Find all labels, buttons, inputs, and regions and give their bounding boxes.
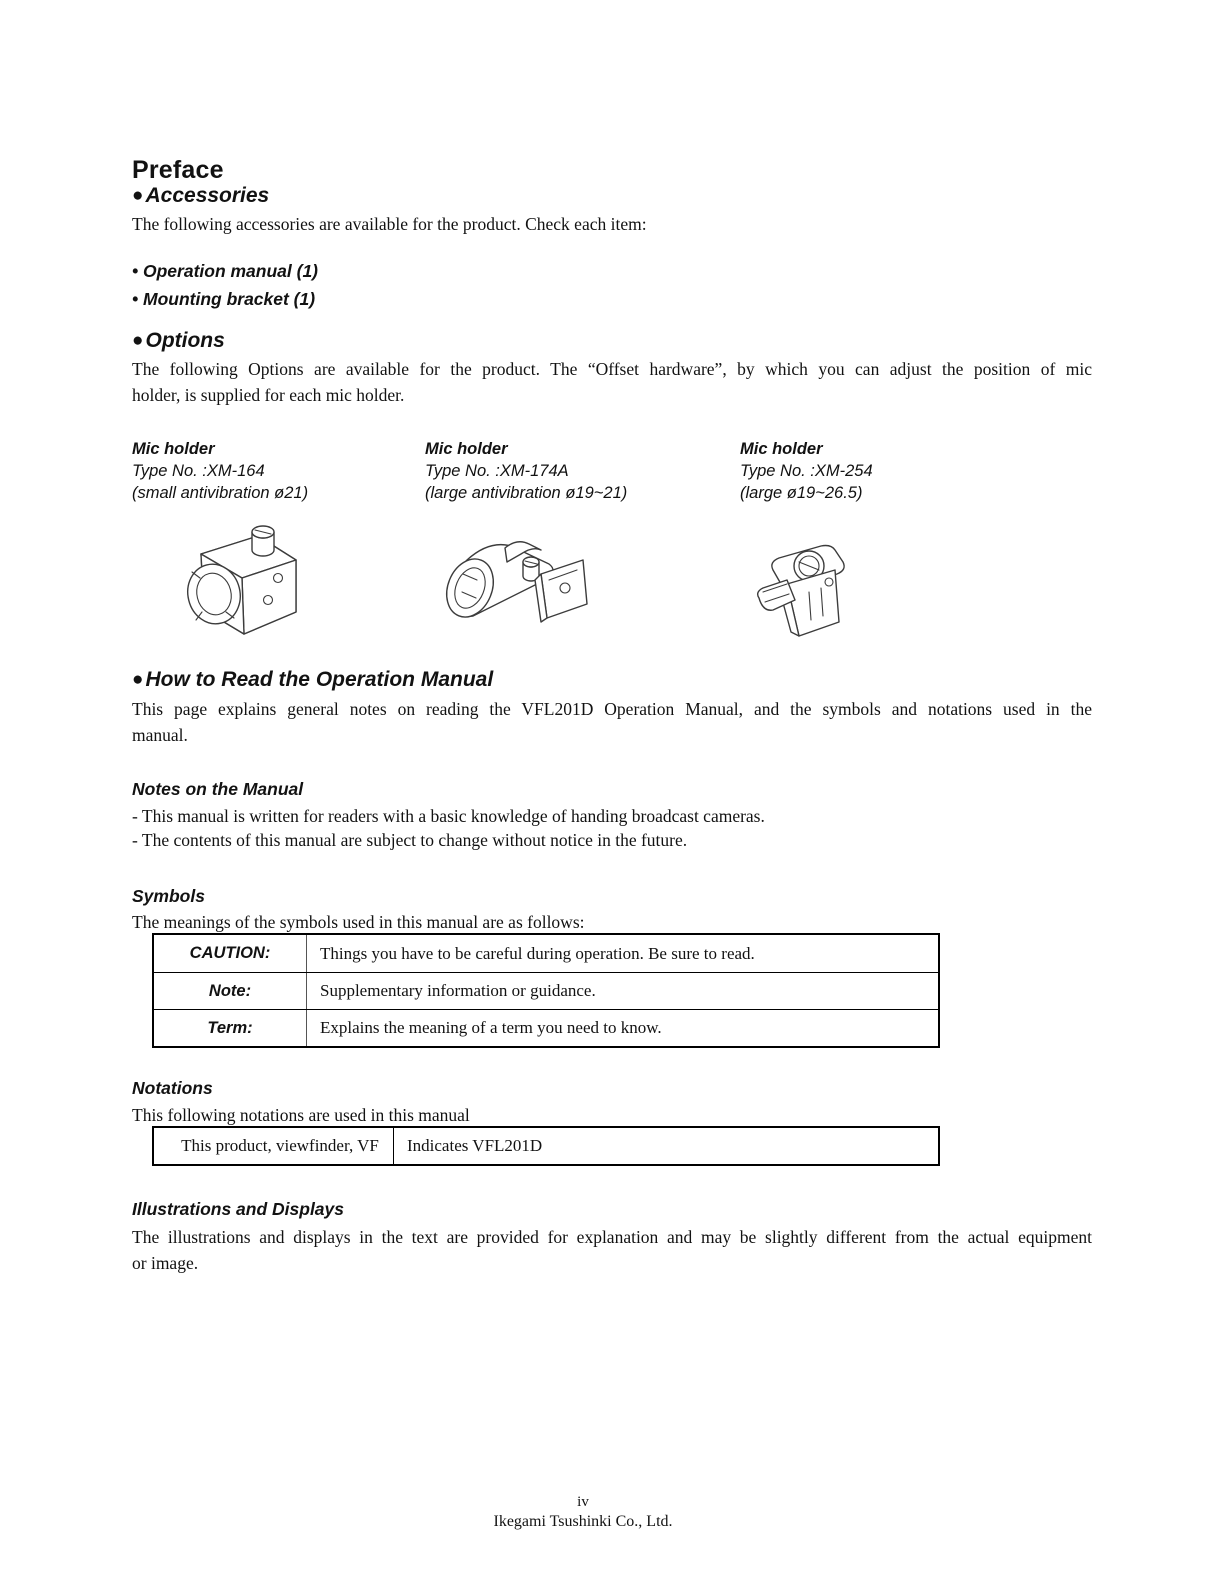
- notations-heading: Notations: [132, 1078, 213, 1098]
- notes-line: - This manual is written for readers with a basic knowledge of handing broadcast cameras.: [132, 806, 765, 826]
- illustrations-text: [132, 1224, 1092, 1276]
- mic-holder-desc: (large ø19~26.5): [740, 484, 863, 502]
- mic-holder-title: Mic holder: [132, 440, 215, 458]
- mic-holder-title: Mic holder: [740, 440, 823, 458]
- symbols-intro: The meanings of the symbols used in this manual are as follows:: [132, 912, 585, 932]
- accessories-heading-label: Accessories: [145, 184, 270, 207]
- mic-holder-type-no: Type No. :XM-164: [132, 462, 265, 480]
- mic-holder-section: [132, 438, 1092, 648]
- section-bullet-icon: ●: [132, 184, 144, 206]
- symbol-label-cell: Note:: [154, 973, 307, 1009]
- accessories-list-item: • Operation manual (1): [132, 261, 319, 281]
- options-intro-line: The following Options are available for the product. The “Offset hardware”, by which you can adjust the position of mic: [132, 359, 1092, 379]
- mic-holder-type-no: Type No. :XM-254: [740, 462, 873, 480]
- page-footer: [0, 1494, 1166, 1531]
- notes-list: [132, 804, 1092, 852]
- notations-intro: This following notations are used in this manual: [132, 1105, 470, 1125]
- mic-holder-desc: (small antivibration ø21): [132, 484, 309, 502]
- options-intro: [132, 356, 1092, 408]
- symbol-text-cell: Supplementary information or guidance.: [320, 981, 596, 1000]
- illustrations-text-line: or image.: [132, 1253, 199, 1273]
- section-bullet-icon: ●: [132, 668, 144, 690]
- how-to-read-heading: [132, 668, 493, 692]
- accessories-list-item: • Mounting bracket (1): [132, 289, 316, 309]
- notes-heading: Notes on the Manual: [132, 779, 304, 799]
- mic-holder-xm254-illustration: [747, 536, 867, 648]
- section-bullet-icon: ●: [132, 329, 144, 351]
- notation-text-cell: Indicates VFL201D: [407, 1136, 543, 1155]
- symbols-table-row: [154, 972, 938, 1009]
- company-name: Ikegami Tsushinki Co., Ltd.: [493, 1513, 673, 1530]
- symbols-table: [152, 933, 940, 1048]
- mic-holder-type-no: Type No. :XM-174A: [425, 462, 569, 480]
- symbol-text-cell: Explains the meaning of a term you need to know.: [320, 1018, 662, 1037]
- mic-holder-desc: (large antivibration ø19~21): [425, 484, 628, 502]
- how-to-read-heading-label: How to Read the Operation Manual: [145, 668, 494, 691]
- options-heading: [132, 329, 225, 353]
- notations-table-row: [154, 1128, 938, 1164]
- symbols-heading: Symbols: [132, 886, 205, 906]
- options-intro-line: holder, is supplied for each mic holder.: [132, 385, 405, 405]
- illustrations-text-line: The illustrations and displays in the text are provided for explanation and may be slightly different from the actual equipment: [132, 1227, 1092, 1247]
- accessories-list: [132, 257, 318, 313]
- mic-holder-column-xm254: [740, 438, 873, 504]
- mic-holder-xm164-illustration: [156, 516, 306, 644]
- symbol-label-cell: Term:: [154, 1010, 307, 1046]
- how-to-read-intro-line: This page explains general notes on reading the VFL201D Operation Manual, and the symbols and notations used in the: [132, 699, 1092, 719]
- how-to-read-intro-line: manual.: [132, 725, 188, 745]
- mic-holder-column-xm164: [132, 438, 308, 504]
- page-number: iv: [577, 1494, 589, 1510]
- symbols-table-row: [154, 935, 938, 972]
- illustrations-heading: Illustrations and Displays: [132, 1199, 344, 1219]
- notation-label-cell: This product, viewfinder, VF: [154, 1128, 394, 1164]
- how-to-read-intro: [132, 696, 1092, 748]
- mic-holder-xm174a-illustration: [437, 530, 597, 640]
- accessories-intro: The following accessories are available for the product. Check each item:: [132, 214, 647, 234]
- notations-table: [152, 1126, 940, 1166]
- notes-line: - The contents of this manual are subject to change without notice in the future.: [132, 830, 688, 850]
- symbols-table-row: [154, 1009, 938, 1046]
- symbol-label-cell: CAUTION:: [154, 935, 307, 972]
- symbol-text-cell: Things you have to be careful during operation. Be sure to read.: [320, 943, 755, 963]
- mic-holder-title: Mic holder: [425, 440, 508, 458]
- options-heading-label: Options: [145, 329, 225, 352]
- accessories-heading: [132, 184, 269, 208]
- mic-holder-column-xm174a: [425, 438, 627, 504]
- page-title: Preface: [132, 156, 224, 184]
